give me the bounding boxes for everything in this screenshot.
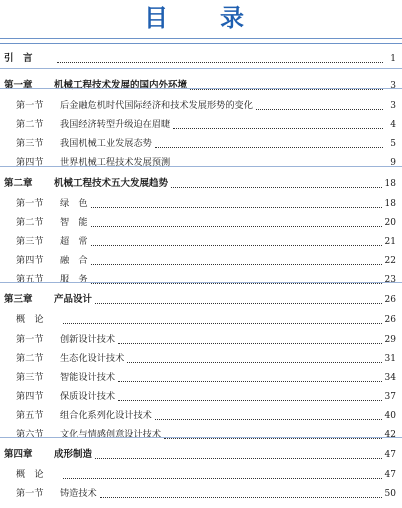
toc-entry-title: 服 务 (60, 274, 88, 285)
toc-entry-title: 智能设计技术 (60, 372, 116, 383)
toc-entry-number: 第一章 (4, 80, 33, 91)
chapter-separator (0, 68, 402, 69)
toc-chapter-entry[interactable] (4, 52, 396, 66)
toc-dot-leader (155, 146, 383, 148)
toc-dot-leader (155, 418, 382, 420)
toc-section-entry[interactable] (16, 99, 396, 113)
toc-entry-label (16, 371, 115, 385)
toc-dot-leader (63, 322, 382, 324)
toc-entry-number: 第四章 (4, 449, 33, 460)
toc-entry-number: 第一节 (16, 100, 44, 111)
toc-entry-number: 第一节 (16, 198, 44, 209)
toc-entry-label (16, 235, 88, 249)
toc-section-entry[interactable] (16, 156, 396, 170)
toc-page-number: 50 (384, 489, 396, 499)
toc-page-number: 23 (384, 275, 396, 285)
toc-entry-label (16, 428, 161, 442)
toc-dot-leader (256, 108, 383, 110)
toc-entry-number: 第四节 (16, 391, 44, 402)
toc-entry-label (16, 137, 152, 151)
toc-section-entry[interactable] (16, 352, 396, 366)
toc-entry-label (16, 273, 88, 287)
toc-entry-title: 智 能 (60, 217, 88, 228)
toc-entry-number: 引 言 (4, 53, 33, 64)
toc-section-entry[interactable] (16, 118, 396, 132)
toc-entry-number: 第二节 (16, 353, 44, 364)
toc-section-entry[interactable] (16, 390, 396, 404)
toc-page-number: 18 (384, 179, 396, 189)
toc-entry-label (16, 468, 60, 482)
toc-entry-number: 第三节 (16, 138, 44, 149)
toc-entry-number: 第三节 (16, 236, 44, 247)
toc-entry-title: 成形制造 (54, 449, 93, 460)
toc-page-number: 22 (384, 256, 396, 266)
toc-dot-leader (127, 361, 381, 363)
toc-section-entry[interactable] (16, 254, 396, 268)
toc-entry-title: 产品设计 (54, 294, 93, 305)
toc-entry-title: 我国机械工业发展态势 (60, 138, 152, 149)
page-title: 目 录 (144, 4, 258, 32)
toc-entry-number: 第四节 (16, 157, 44, 168)
toc-entry-number: 概 论 (16, 314, 44, 325)
toc-page-number: 34 (384, 373, 396, 383)
toc-entry-label (16, 333, 115, 347)
toc-entry-label (16, 390, 115, 404)
toc-entry-number: 第二节 (16, 119, 44, 130)
toc-dot-leader (118, 399, 381, 401)
toc-entry-label (16, 313, 60, 327)
toc-entry-title: 铸造技术 (60, 488, 97, 499)
toc-entry-number: 第一节 (16, 488, 44, 499)
toc-entry-title: 超 常 (60, 236, 88, 247)
toc-section-entry[interactable] (16, 197, 396, 211)
toc-dot-leader (95, 302, 382, 304)
toc-page-number: 21 (384, 237, 396, 247)
toc-section-entry[interactable] (16, 137, 396, 151)
toc-chapter-entry[interactable] (4, 177, 396, 191)
toc-page-number: 31 (384, 354, 396, 364)
toc-entry-title: 融 合 (60, 255, 88, 266)
toc-page-number: 5 (390, 139, 396, 149)
toc-entry-label (16, 254, 88, 268)
toc-entry-label (4, 79, 187, 93)
toc-entry-label (16, 216, 88, 230)
toc-entry-number: 第三章 (4, 294, 33, 305)
toc-entry-number: 第四节 (16, 255, 44, 266)
toc-entry-label (16, 118, 170, 132)
toc-entry-number: 第二章 (4, 178, 33, 189)
toc-page-number: 3 (390, 81, 396, 91)
toc-entry-title: 生态化设计技术 (60, 353, 125, 364)
chapter-separator (0, 166, 402, 167)
toc-entry-number: 第一节 (16, 334, 44, 345)
toc-chapter-entry[interactable] (4, 293, 396, 307)
toc-page-number: 9 (390, 158, 396, 168)
toc-chapter-entry[interactable] (4, 448, 396, 462)
toc-entry-number: 概 论 (16, 469, 44, 480)
toc-entry-title: 世界机械工程技术发展预测 (60, 157, 171, 168)
toc-entry-number: 第五节 (16, 410, 44, 421)
toc-page-number: 37 (384, 392, 396, 402)
toc-section-entry[interactable] (16, 333, 396, 347)
toc-entry-label (4, 177, 168, 191)
toc-entry-title: 机械工程技术发展的国内外环境 (54, 80, 188, 91)
toc-page-number: 1 (390, 54, 396, 64)
toc-page-number: 3 (390, 101, 396, 111)
toc-dot-leader (100, 496, 382, 498)
toc-entry-label (16, 409, 152, 423)
chapter-separator (0, 437, 402, 438)
toc-entry-title: 组合化系列化设计技术 (60, 410, 152, 421)
toc-page-number: 26 (384, 295, 396, 305)
toc-dot-leader (91, 244, 382, 246)
toc-entry-label (16, 197, 88, 211)
toc-page-number: 18 (384, 199, 396, 209)
chapter-separator (0, 282, 402, 283)
title-divider-secondary (0, 43, 402, 44)
toc-entry-label (16, 156, 170, 170)
toc-entry-label (4, 52, 54, 66)
toc-page-number: 47 (384, 450, 396, 460)
toc-entry-title: 机械工程技术五大发展趋势 (54, 178, 169, 189)
toc-entry-title: 创新设计技术 (60, 334, 116, 345)
toc-entry-number: 第六节 (16, 429, 44, 440)
toc-entry-title: 文化与情感创意设计技术 (60, 429, 162, 440)
toc-dot-leader (91, 263, 382, 265)
toc-chapter-entry[interactable] (4, 79, 396, 93)
toc-page-number: 26 (384, 315, 396, 325)
chapter-separator (0, 88, 402, 89)
toc-entry-label (16, 99, 253, 113)
toc-page-number: 42 (384, 430, 396, 440)
toc-section-entry[interactable] (16, 487, 396, 501)
toc-entry-title: 我国经济转型升级迫在眉睫 (60, 119, 171, 130)
toc-dot-leader (63, 477, 382, 479)
toc-page-number: 4 (390, 120, 396, 130)
toc-entry-number: 第五节 (16, 274, 44, 285)
toc-entry-title: 绿 色 (60, 198, 88, 209)
toc-section-entry[interactable] (16, 273, 396, 287)
toc-page-number: 20 (384, 218, 396, 228)
toc-dot-leader (91, 225, 382, 227)
toc-section-entry[interactable] (16, 313, 396, 327)
toc-section-entry[interactable] (16, 409, 396, 423)
toc-section-entry[interactable] (16, 468, 396, 482)
title-divider (0, 38, 402, 39)
toc-page-number: 29 (384, 335, 396, 345)
toc-entry-number: 第三节 (16, 372, 44, 383)
toc-section-entry[interactable] (16, 428, 396, 442)
toc-entry-label (16, 487, 97, 501)
toc-entry-label (4, 448, 92, 462)
toc-entry-label (16, 352, 124, 366)
toc-entry-number: 第二节 (16, 217, 44, 228)
toc-dot-leader (95, 457, 382, 459)
toc-dot-leader (171, 186, 382, 188)
toc-page-number: 47 (384, 470, 396, 480)
toc-dot-leader (173, 127, 383, 129)
toc-dot-leader (118, 380, 381, 382)
toc-entry-label (4, 293, 92, 307)
toc-dot-leader (57, 61, 383, 63)
toc-section-entry[interactable] (16, 216, 396, 230)
toc-section-entry[interactable] (16, 371, 396, 385)
toc-entry-title: 保质设计技术 (60, 391, 116, 402)
toc-page-number: 40 (384, 411, 396, 421)
toc-dot-leader (118, 342, 381, 344)
toc-entry-title: 后金融危机时代国际经济和技术发展形势的变化 (60, 100, 253, 111)
toc-section-entry[interactable] (16, 235, 396, 249)
toc-dot-leader (91, 206, 382, 208)
